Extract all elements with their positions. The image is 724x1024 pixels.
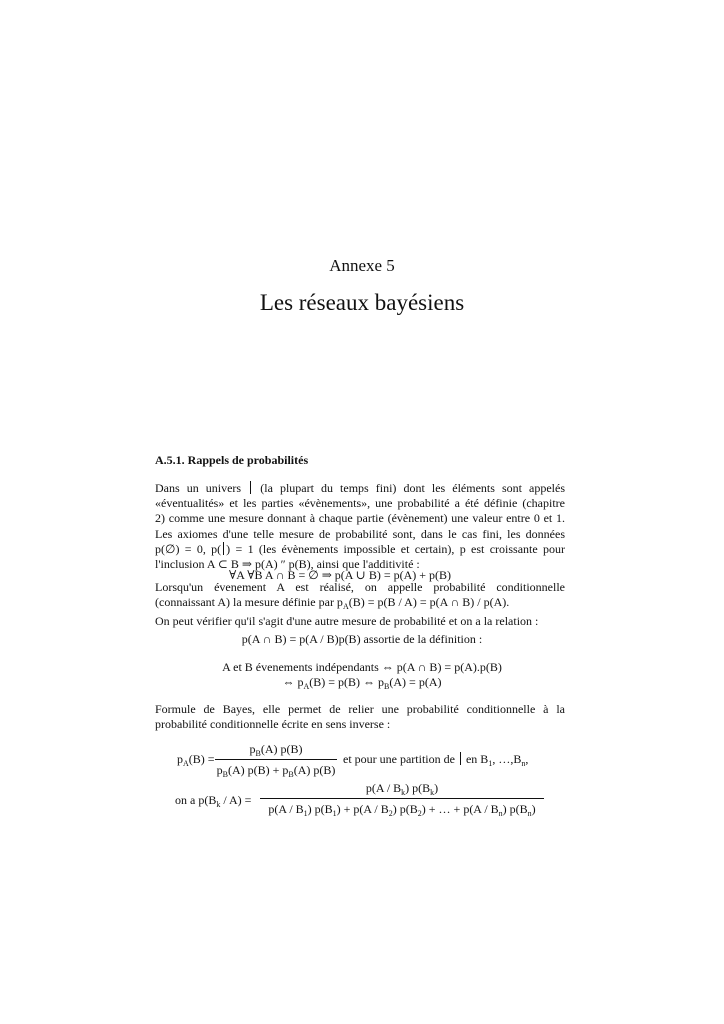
bayes-denominator: $p_B(A) p(B) + p_B(A)$ p(B) [216,763,336,779]
text-line: Lorsqu'un évenement A est réalisé, on appelle probabilité conditionnelle [155,580,565,594]
text-line: (connaissant A) la mesure définie par $p_A(B) = p(B / A) = p(A$ ∩ B) / p(A). [155,595,510,612]
partition-text: et pour une partition de en $B_1$, $\dots,B_n$, [343,752,529,768]
text-line: probabilité conditionnelle écrite en sens inverse : [155,717,391,732]
fraction-bar [215,759,337,760]
universe-symbol [223,542,224,555]
bayes-partition-denominator: $p(A / B_1)$ $p(B_1) + p(A / B_2) p(B_2)$ + … + $p(A / B_n)$ $p(B_n)$ [268,802,536,818]
text-line: 2) comme une mesure donnant à chaque partie (évènement) une valeur entre 0 et 1. [155,511,565,526]
annex-label: Annexe 5 [329,256,395,275]
text-line: Formule de Bayes, elle permet de relier une probabilité conditionnelle à la [155,702,565,716]
independence-formula: A et B évenements indépendants ⇔ p(A ∩ B) = p(A).p(B) [222,660,502,674]
text-line: Les axiomes d'une telle mesure de probabilité sont, dans le cas fini, les données [155,526,565,541]
text-line: p(∅) = 0, p( ) = 1 (les évènements impossible et certain), p est croissante pour [155,541,566,556]
bayes-partition-numerator: $p(A / B_k)$ $p(B_k)$ [365,781,439,797]
text-line: l'inclusion A ⊂ B ⇒ p(A) ″ p(B), ainsi que l'additivité : [155,557,420,572]
universe-symbol [250,481,251,494]
additivity-formula: ∀A ∀B A ∩ B = ∅ ⇒ p(A ∪ B) = p(A) + p(B) [229,568,452,582]
relation-formula: p(A ∩ B) = p(A / B)p(B) assortie de la définition : [241,632,483,646]
text-line: «éventualités» et les parties «évènements», une probabilité a été définie (chapitre [155,496,565,511]
bayes-numerator: $p_B(A)$ p(B) [249,742,303,758]
page-title: Les réseaux bayésiens [259,290,465,315]
paragraph-bayes [155,702,565,732]
text-line: On peut vérifier qu'il s'agit d'une autre mesure de probabilité et on a la relation : [155,614,539,629]
paragraph-intro [155,481,565,572]
universe-symbol [460,752,461,765]
paragraph-conditional [155,580,565,630]
bayes-partition-lhs: on a $p(B_k / A)$ = [175,793,252,809]
fraction-bar [260,798,544,799]
text-line: Dans un univers (la plupart du temps fini) dont les éléments sont appelés [155,481,566,495]
independence-equivalence: ⇔ $p_A(B) = p(B)$ ⇔ $p_B(A) = p(A)$ [282,675,442,691]
bayes-lhs: $p_A(B)$ = [177,752,215,768]
section-heading: A.5.1. Rappels de probabilités [155,453,309,467]
